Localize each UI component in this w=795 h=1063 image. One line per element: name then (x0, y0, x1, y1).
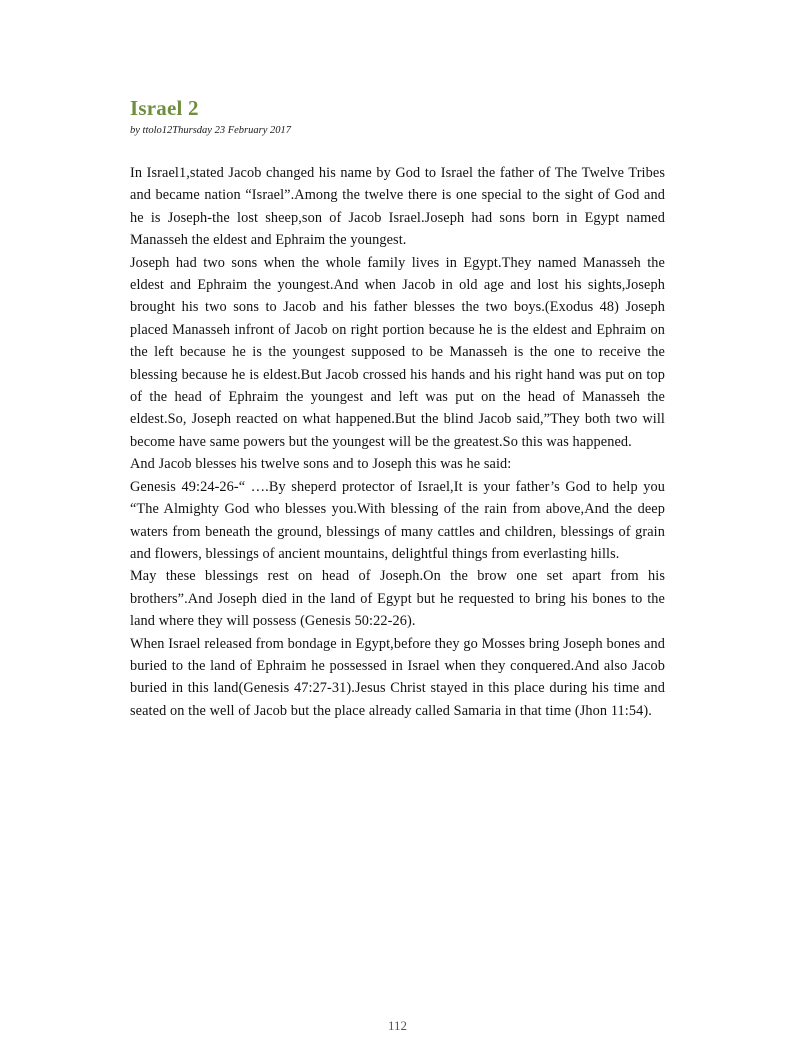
paragraph: When Israel released from bondage in Egypt,before they go Mosses bring Joseph bones and buried to the land of Ephraim he possessed in Israel when they conquered.And also Jacob buried in this land(Genesis 47:27-31).Jesus Christ stayed in this place during his time and seated on the well of Jacob but the place already called Samaria in that time (Jhon 11:54). (130, 635, 665, 719)
body-text (130, 162, 665, 722)
page-number: 112 (387, 1018, 408, 1033)
document-content (130, 96, 665, 722)
paragraph: Joseph had two sons when the whole family lives in Egypt.They named Manasseh the eldest and Ephraim the youngest.And when Jacob in old age and lost his sights,Joseph brought his two sons to Jacob and his father blesses the two boys.(Exodus 48) Joseph placed Manasseh infront of Jacob on right portion because he is the eldest and Ephraim on the left because he is the youngest supposed to be Manasseh is the one to receive the blessing because he is eldest.But Jacob crossed his hands and his right hand was put on top of the head of Ephraim the youngest and left was put on the head of Manasseh the eldest.So, Joseph reacted on what happened.But the blind Jacob said,”They both two will become have same powers but the youngest will be the greatest.So this was happened. (130, 254, 665, 450)
paragraph: Genesis 49:24-26-“ ….By sheperd protector of Israel,It is your father’s God to help you “The Almighty God who blesses you.With blessing of the rain from above,And the deep waters from beneath the ground, blessings of many cattles and children, blessings of grain and flowers, blessings of ancient mountains, delightful things from everlasting hills. (130, 478, 665, 562)
paragraph: May these blessings rest on head of Joseph.On the brow one set apart from his brothers”.And Joseph died in the land of Egypt but he requested to bring his bones to the land where they will possess (Genesis 50:22-26). (130, 568, 665, 630)
page-title: Israel 2 (130, 96, 199, 120)
paragraph: In Israel1,stated Jacob changed his name by God to Israel the father of The Twelve Tribes and became nation “Israel”.Among the twelve there is one special to the sight of God and he is Joseph-the lost sheep,son of Jacob Israel.Joseph had sons born in Egypt named Manasseh the eldest and Ephraim the youngest. (130, 165, 665, 249)
paragraph: And Jacob blesses his twelve sons and to Joseph this was he said: (130, 456, 512, 473)
byline: by ttolo12Thursday 23 February 2017 (130, 125, 291, 136)
